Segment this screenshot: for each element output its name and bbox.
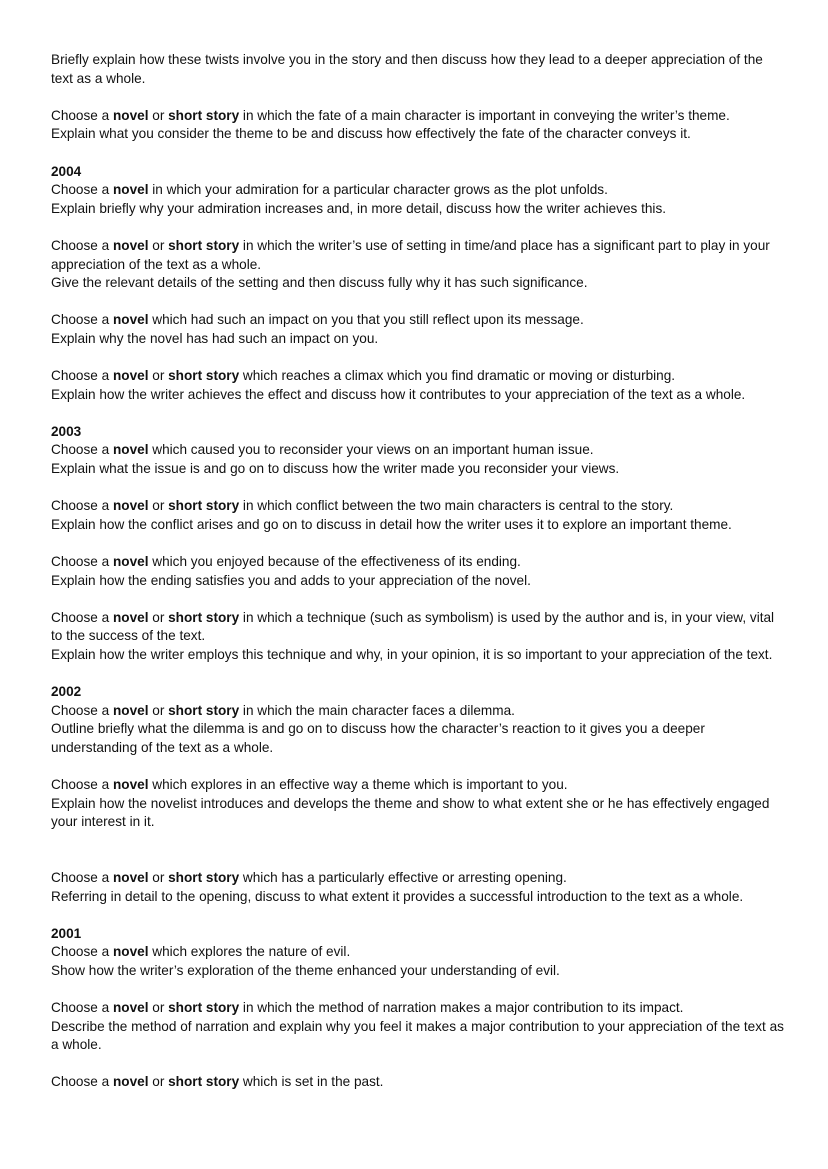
text-line [51,311,786,330]
year-heading: 2001 [51,925,82,941]
question-paragraph [51,1073,786,1092]
text-segment: Describe the method of narration and explain why you feel it makes a major contribution to your appreciation of the text as a whole. [51,1018,784,1053]
year-heading: 2004 [51,163,82,179]
text-segment: Choose a [51,702,113,718]
text-segment: which caused you to reconsider your views on an important human issue. [148,442,594,458]
text-segment: or [148,1074,169,1090]
emphasis-text: short story [168,869,240,885]
text-segment: in which your admiration for a particular character grows as the plot unfolds. [148,182,608,198]
text-line [51,107,786,126]
year-heading: 2003 [51,423,82,439]
text-segment: Referring in detail to the opening, discuss to what extent it provides a successful introduction to the text as a whole. [51,888,744,904]
text-segment: Outline briefly what the dilemma is and go on to discuss how the character’s reaction to it gives you a deeper understanding of the text as a whole. [51,721,705,755]
text-line [51,572,786,591]
question-paragraph [51,423,786,479]
question-paragraph [51,163,786,219]
text-line [51,497,786,516]
emphasis-text: novel [112,702,149,718]
text-line [51,869,786,888]
text-line [51,125,786,144]
emphasis-text: novel [112,312,149,328]
text-segment: Choose a [51,609,113,625]
text-segment: Show how the writer’s exploration of the theme enhanced your understanding of evil. [51,962,560,978]
emphasis-text: short story [168,368,240,384]
text-line [51,962,786,981]
text-segment: which is set in the past. [239,1074,384,1090]
text-segment: Choose a [51,1074,113,1090]
emphasis-text: novel [112,107,149,123]
text-line [51,330,786,349]
question-paragraph [51,237,786,293]
emphasis-text: novel [112,1000,149,1016]
text-segment: Choose a [51,1000,113,1016]
text-line [51,553,786,572]
text-line [51,200,786,219]
text-segment: Choose a [51,368,113,384]
text-line [51,776,786,795]
text-segment: Choose a [51,442,113,458]
text-line [51,795,786,832]
text-line [51,51,786,88]
text-segment: in which the fate of a main character is important in conveying the writer’s theme. [239,107,730,123]
emphasis-text: short story [168,237,240,253]
text-segment: or [148,237,169,253]
text-segment: in which a technique (such as symbolism) is used by the author and is, in your view, vital to the success of the text. [51,609,775,644]
question-paragraph [51,367,786,404]
text-segment: Explain briefly why your admiration increases and, in more detail, discuss how the writer achieves this. [51,200,667,216]
text-line [51,516,786,535]
text-segment: Choose a [51,107,113,123]
text-segment: or [148,498,169,514]
text-segment: which you enjoyed because of the effectiveness of its ending. [148,554,521,570]
text-segment: or [148,1000,169,1016]
text-line [51,720,786,757]
text-line [51,702,786,721]
text-segment: Explain how the novelist introduces and develops the theme and show to what extent she or he has effectively engaged your interest in it. [51,795,770,830]
question-paragraph [51,776,786,832]
emphasis-text: novel [112,609,149,625]
text-segment: Briefly explain how these twists involve you in the story and then discuss how they lead to a deeper appreciation of the text as a whole. [51,52,763,86]
text-segment: Choose a [51,554,113,570]
emphasis-text: novel [112,237,149,253]
emphasis-text: novel [112,1074,149,1090]
text-segment: Explain how the writer achieves the effect and discuss how it contributes to your appreciation of the text as a whole. [51,386,746,402]
question-paragraph [51,497,786,534]
text-line [51,367,786,386]
text-line [51,441,786,460]
text-segment: Explain how the writer employs this technique and why, in your opinion, it is so important to your appreciation of the text. [51,647,773,662]
question-paragraph [51,311,786,348]
emphasis-text: novel [112,554,149,570]
emphasis-text: novel [112,182,149,198]
text-line [51,609,786,646]
text-segment: Choose a [51,312,113,328]
text-segment: Give the relevant details of the setting and then discuss fully why it has such significance. [51,275,588,291]
question-paragraph [51,683,786,757]
text-segment: or [148,368,169,384]
text-segment: Choose a [51,182,113,198]
text-segment: Explain what the issue is and go on to discuss how the writer made you reconsider your views. [51,461,620,477]
text-line [51,999,786,1018]
emphasis-text: novel [112,442,149,458]
question-paragraph [51,51,786,88]
text-line [51,460,786,479]
emphasis-text: short story [168,1074,240,1090]
text-segment: Explain how the conflict arises and go on to discuss in detail how the writer uses it to explore an important theme. [51,516,732,532]
text-segment: Explain what you consider the theme to be and discuss how effectively the fate of the character conveys it. [51,126,691,142]
question-paragraph [51,609,786,665]
text-segment: Explain why the novel has had such an impact on you. [51,330,379,346]
emphasis-text: short story [168,498,240,514]
emphasis-text: short story [168,609,240,625]
document-body [51,51,786,1111]
text-segment: or [148,869,169,885]
text-segment: or [148,609,169,625]
question-paragraph [51,869,786,906]
year-heading: 2002 [51,684,82,700]
text-segment: Choose a [51,869,113,885]
question-paragraph [51,925,786,981]
question-paragraph [51,999,786,1055]
question-paragraph [51,553,786,590]
text-segment: Explain how the ending satisfies you and adds to your appreciation of the novel. [51,572,531,588]
text-segment: which had such an impact on you that you still reflect upon its message. [148,312,584,328]
emphasis-text: novel [112,869,149,885]
text-segment: Choose a [51,944,113,960]
text-segment: Choose a [51,777,113,793]
text-line [51,386,786,405]
text-segment: Choose a [51,498,113,514]
text-segment: in which the main character faces a dilemma. [239,702,515,718]
text-line [51,1018,786,1055]
text-segment: in which the writer’s use of setting in time/and place has a significant part to play in your appreciation of the text as a whole. [51,237,770,272]
emphasis-text: novel [112,368,149,384]
text-segment: which explores the nature of evil. [148,944,351,960]
text-line [51,274,786,293]
text-segment: which has a particularly effective or arresting opening. [239,869,567,885]
text-line [51,181,786,200]
text-segment: which reaches a climax which you find dramatic or moving or disturbing. [239,368,676,384]
emphasis-text: short story [168,107,240,123]
text-segment: in which the method of narration makes a major contribution to its impact. [239,1000,684,1016]
text-segment: or [148,702,169,718]
text-line [51,237,786,274]
emphasis-text: short story [168,702,240,718]
text-segment: or [148,107,169,123]
emphasis-text: short story [168,1000,240,1016]
text-line [51,888,786,907]
emphasis-text: novel [112,944,149,960]
emphasis-text: novel [112,777,149,793]
text-segment: Choose a [51,237,113,253]
emphasis-text: novel [112,498,149,514]
text-line [51,1073,786,1092]
text-line [51,646,786,665]
text-line [51,943,786,962]
text-segment: which explores in an effective way a theme which is important to you. [148,777,568,793]
question-paragraph [51,107,786,144]
text-segment: in which conflict between the two main characters is central to the story. [239,498,674,514]
